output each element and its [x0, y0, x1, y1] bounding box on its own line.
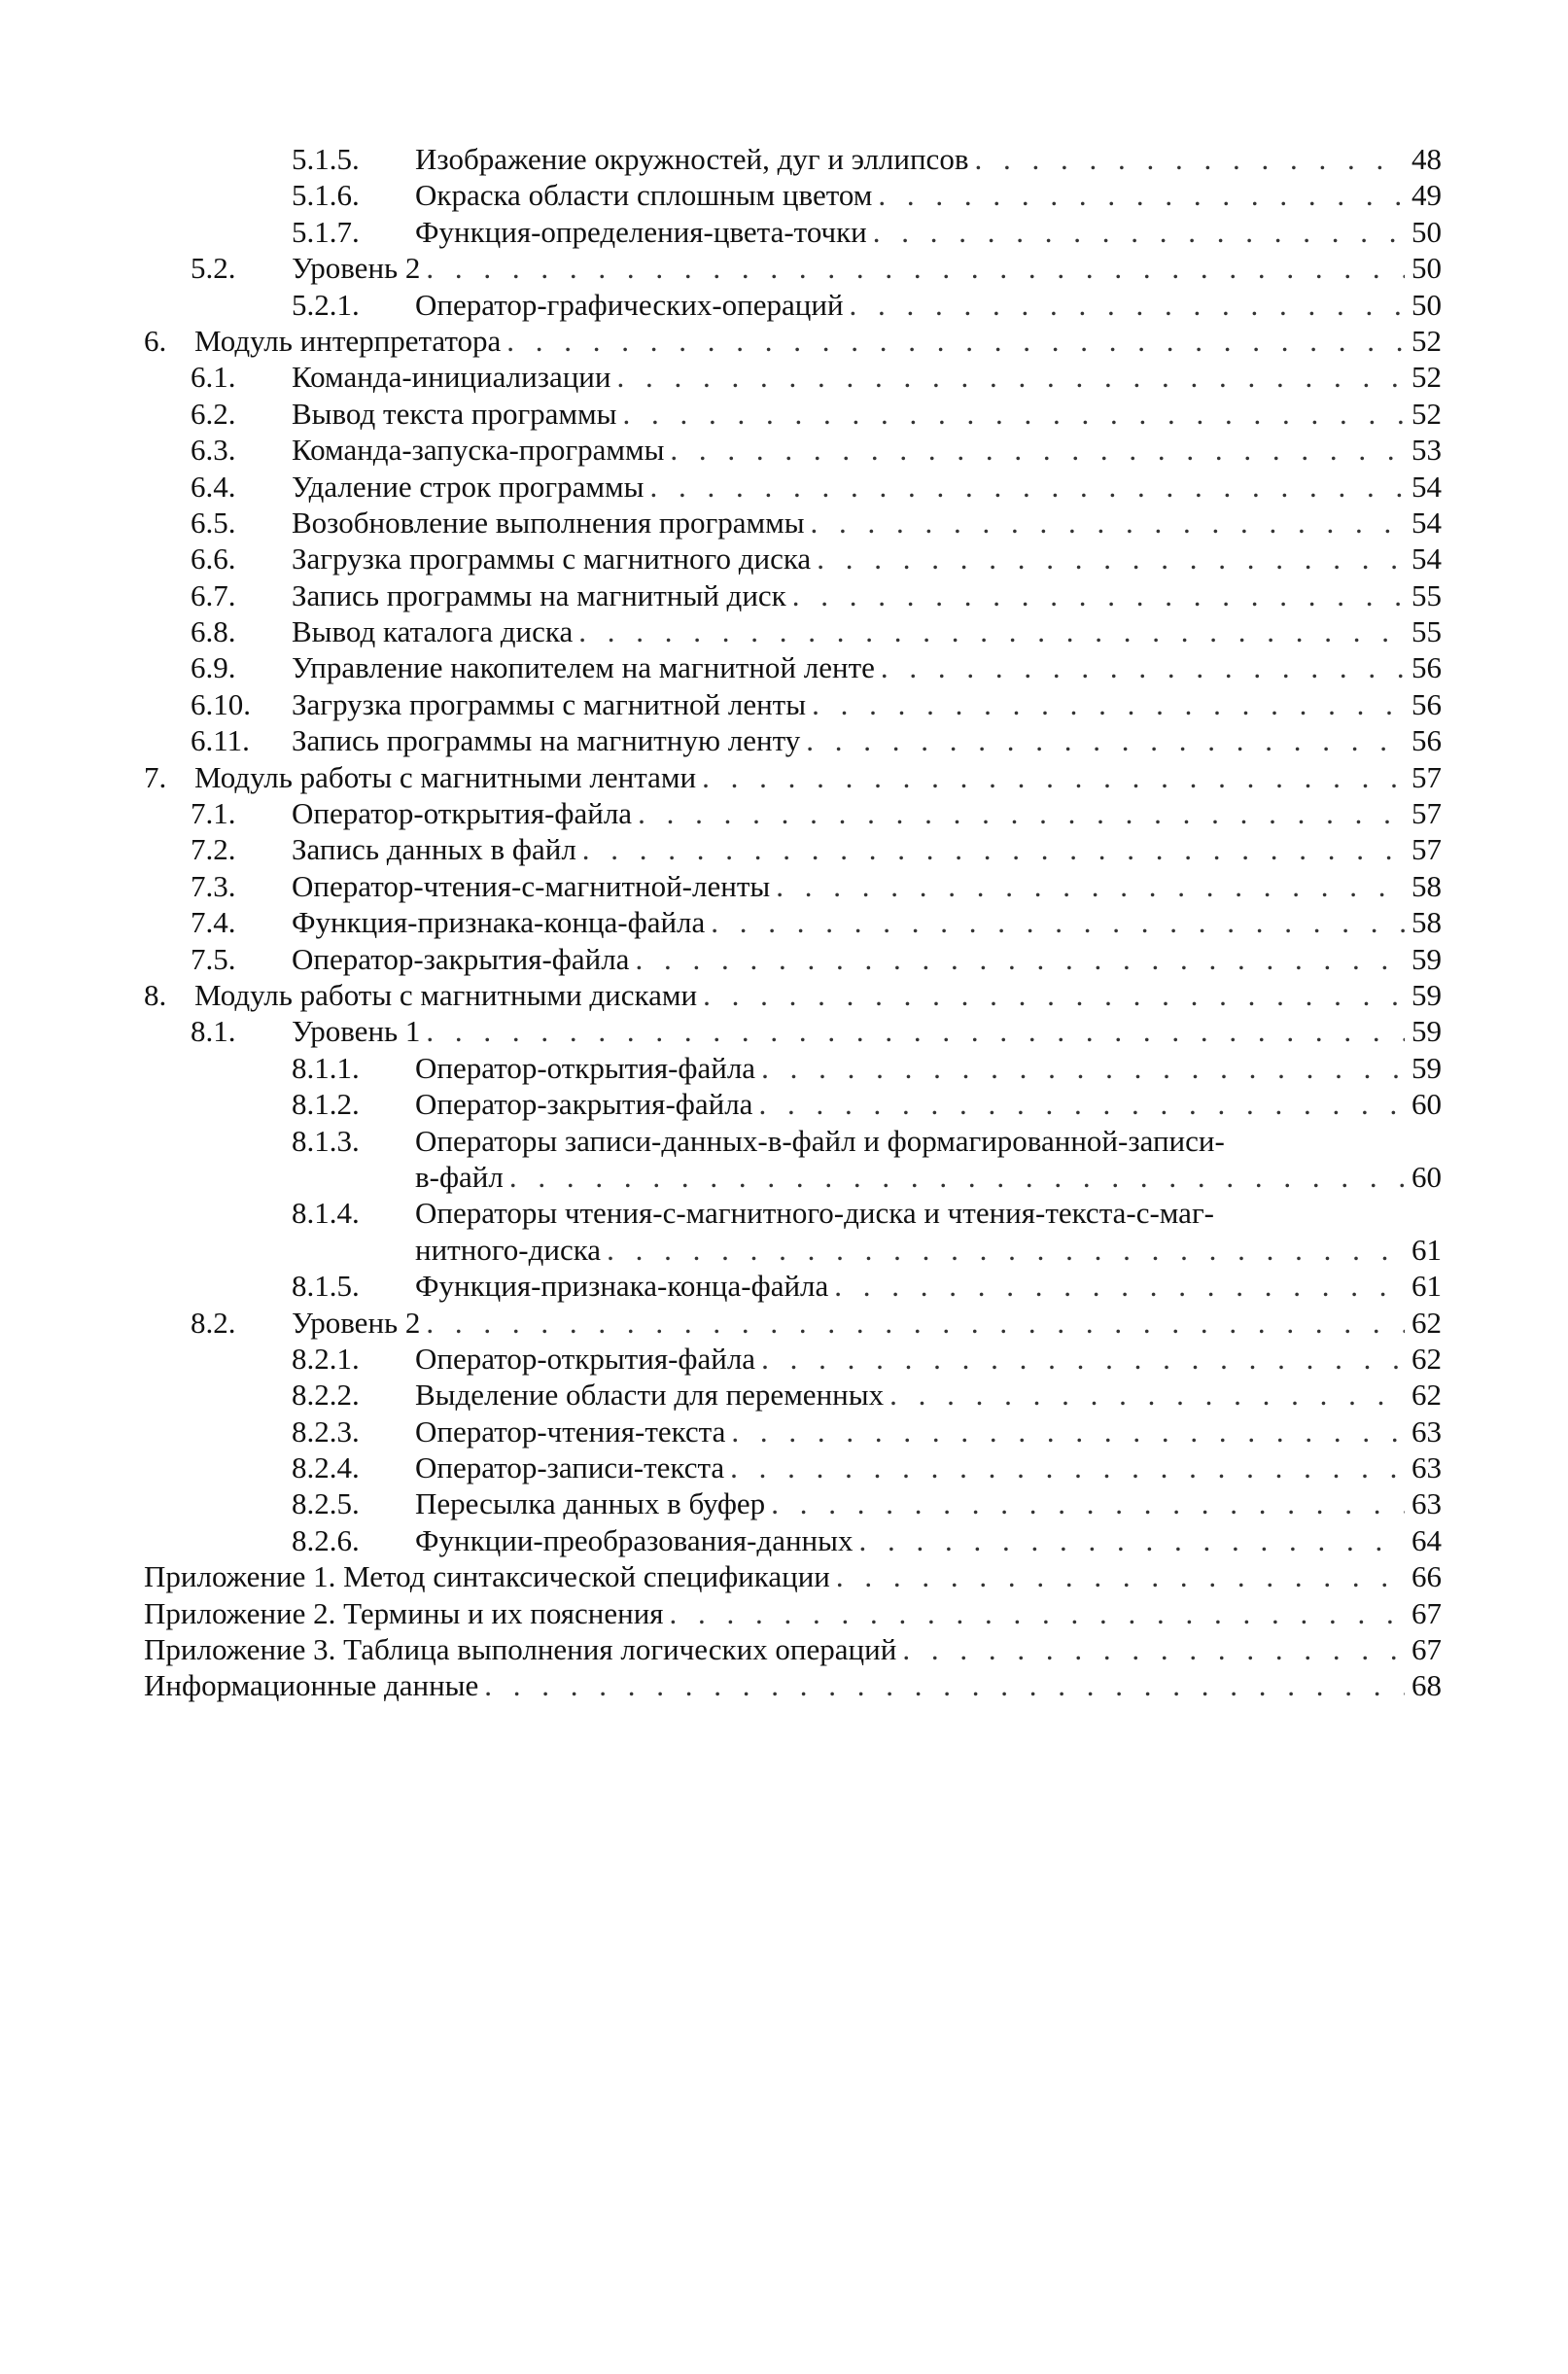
dot-leader [622, 396, 1405, 432]
entry-title: Модуль работы с магнитными лентами [194, 759, 697, 794]
entry-title: Операторы записи-данных-в-файл и формагированной-записи- [415, 1123, 1225, 1158]
dot-leader [806, 722, 1405, 758]
toc-entry-8-1-4-cont[interactable] [0, 1232, 1568, 1268]
entry-title: Управление накопителем на магнитной ленте [292, 650, 875, 685]
entry-title: Функции-преобразования-данных [415, 1522, 854, 1557]
entry-number: 7.1. [191, 796, 236, 831]
dot-leader [616, 359, 1405, 395]
dot-leader [426, 250, 1405, 286]
toc-entry-8-1-3-cont[interactable] [0, 1159, 1568, 1195]
entry-title: Пересылка данных в буфер [415, 1486, 766, 1521]
entry-title: Оператор-закрытия-файла [292, 941, 630, 976]
entry-title: Оператор-открытия-файла [292, 796, 633, 831]
toc-entry-6-8[interactable] [0, 613, 1568, 649]
entry-title: Функция-признака-конца-файла [292, 905, 706, 940]
entry-title: в-файл [415, 1159, 504, 1194]
entry-page: 54 [1411, 469, 1442, 504]
entry-title: Оператор-чтения-с-магнитной-ленты [292, 868, 771, 903]
entry-page: 53 [1411, 433, 1442, 468]
entry-page: 50 [1411, 287, 1442, 322]
entry-page: 66 [1411, 1559, 1442, 1594]
dot-leader [902, 1631, 1405, 1667]
dot-leader [889, 1377, 1405, 1413]
entry-number: 6.4. [191, 469, 236, 504]
entry-title: Уровень 2 [292, 1305, 421, 1340]
entry-page: 55 [1411, 577, 1442, 612]
toc-entry-5-1-6[interactable] [0, 177, 1568, 213]
toc-entry-6-4[interactable] [0, 469, 1568, 505]
toc-entry-appendix-1[interactable] [0, 1558, 1568, 1594]
entry-title: Команда-запуска-программы [292, 433, 665, 468]
entry-number: 6.10. [191, 686, 251, 721]
entry-number: 7.4. [191, 905, 236, 940]
toc-entry-7-3[interactable] [0, 868, 1568, 904]
toc-entry-8-2-6[interactable] [0, 1522, 1568, 1558]
dot-leader [702, 759, 1405, 795]
entry-title: Изображение окружностей, дуг и эллипсов [415, 142, 969, 176]
dot-leader [426, 1305, 1405, 1341]
dot-leader [812, 686, 1405, 722]
entry-title: Функция-определения-цвета-точки [415, 214, 867, 249]
toc-entry-8-1-4[interactable] [0, 1195, 1568, 1231]
entry-number: 6.7. [191, 577, 236, 612]
entry-title: Запись данных в файл [292, 832, 576, 867]
entry-title: Запись программы на магнитную ленту [292, 723, 801, 758]
entry-number: 8.1.4. [292, 1196, 360, 1231]
dot-leader [881, 649, 1405, 685]
toc-entry-6-7[interactable] [0, 577, 1568, 613]
entry-title: Операторы чтения-с-магнитного-диска и чтения-текста-с-маг- [415, 1196, 1214, 1231]
toc-entry-6-5[interactable] [0, 505, 1568, 541]
entry-page: 63 [1411, 1486, 1442, 1521]
entry-page: 56 [1411, 650, 1442, 685]
entry-title: Оператор-чтения-текста [415, 1414, 726, 1449]
entry-page: 55 [1411, 614, 1442, 649]
entry-title: Приложение 1. Метод синтаксической спецификации [144, 1559, 830, 1594]
toc-entry-7-1[interactable] [0, 795, 1568, 831]
entry-title: Удаление строк программы [292, 469, 645, 504]
entry-title: Информационные данные [144, 1668, 479, 1703]
entry-page: 60 [1411, 1159, 1442, 1194]
entry-page: 54 [1411, 541, 1442, 576]
entry-page: 50 [1411, 214, 1442, 249]
entry-title: Вывод текста программы [292, 396, 617, 431]
dot-leader [836, 1558, 1405, 1594]
dot-leader [670, 432, 1405, 468]
dot-leader [607, 1232, 1405, 1268]
entry-number: 6.9. [191, 650, 236, 685]
toc-entry-6-1[interactable] [0, 359, 1568, 395]
toc-entry-8-1-3[interactable] [0, 1123, 1568, 1159]
entry-page: 63 [1411, 1414, 1442, 1449]
entry-page: 49 [1411, 178, 1442, 213]
dot-leader [850, 287, 1405, 323]
toc-entry-8[interactable] [0, 977, 1568, 1013]
toc-entry-8-2-3[interactable] [0, 1414, 1568, 1449]
toc-entry-info-data[interactable] [0, 1667, 1568, 1703]
toc-entry-appendix-2[interactable] [0, 1595, 1568, 1631]
dot-leader [834, 1268, 1405, 1304]
entry-title: Возобновление выполнения программы [292, 505, 805, 540]
toc-entry-7-5[interactable] [0, 941, 1568, 977]
entry-number: 6. [144, 323, 167, 358]
entry-page: 52 [1411, 360, 1442, 395]
entry-number: 6.5. [191, 505, 236, 540]
entry-page: 57 [1411, 832, 1442, 867]
entry-page: 56 [1411, 686, 1442, 721]
entry-page: 58 [1411, 868, 1442, 903]
entry-page: 68 [1411, 1668, 1442, 1703]
toc-entry-8-1-5[interactable] [0, 1268, 1568, 1304]
entry-number: 7. [144, 759, 167, 794]
entry-number: 6.8. [191, 614, 236, 649]
entry-number: 8.2.2. [292, 1378, 360, 1413]
entry-number: 7.2. [191, 832, 236, 867]
toc-entry-8-1[interactable] [0, 1013, 1568, 1049]
table-of-contents [0, 141, 1568, 1704]
dot-leader [776, 868, 1405, 904]
entry-title: Вывод каталога диска [292, 614, 574, 649]
entry-number: 8.2.3. [292, 1414, 360, 1449]
dot-leader [731, 1414, 1405, 1449]
entry-title: Уровень 2 [292, 251, 421, 286]
entry-title: Приложение 2. Термины и их пояснения [144, 1595, 664, 1630]
entry-number: 8.1.5. [292, 1269, 360, 1304]
entry-number: 8.2.6. [292, 1522, 360, 1557]
toc-entry-7-4[interactable] [0, 904, 1568, 940]
entry-title: Загрузка программы с магнитного диска [292, 541, 812, 576]
entry-title: Команда-инициализации [292, 360, 611, 395]
entry-title: Оператор-закрытия-файла [415, 1087, 753, 1122]
dot-leader [703, 977, 1405, 1013]
entry-page: 52 [1411, 323, 1442, 358]
toc-entry-6-10[interactable] [0, 686, 1568, 722]
entry-number: 6.11. [191, 723, 250, 758]
dot-leader [758, 1086, 1405, 1122]
entry-page: 60 [1411, 1087, 1442, 1122]
entry-page: 56 [1411, 723, 1442, 758]
dot-leader [649, 469, 1405, 505]
entry-page: 59 [1411, 1050, 1442, 1085]
entry-number: 5.1.5. [292, 142, 360, 176]
dot-leader [578, 613, 1405, 649]
entry-number: 5.2. [191, 251, 236, 286]
dot-leader [638, 795, 1405, 831]
entry-page: 61 [1411, 1269, 1442, 1304]
toc-entry-8-2-4[interactable] [0, 1449, 1568, 1485]
dot-leader [670, 1595, 1405, 1631]
dot-leader [730, 1449, 1405, 1485]
dot-leader [858, 1522, 1405, 1558]
entry-page: 62 [1411, 1305, 1442, 1340]
entry-number: 8.2.1. [292, 1341, 360, 1376]
entry-page: 58 [1411, 905, 1442, 940]
entry-page: 50 [1411, 251, 1442, 286]
entry-page: 57 [1411, 796, 1442, 831]
entry-page: 59 [1411, 977, 1442, 1012]
entry-number: 6.3. [191, 433, 236, 468]
entry-title: Приложение 3. Таблица выполнения логических операций [144, 1632, 897, 1667]
entry-number: 7.5. [191, 941, 236, 976]
toc-entry-6[interactable] [0, 323, 1568, 359]
entry-number: 7.3. [191, 868, 236, 903]
dot-leader [484, 1667, 1405, 1703]
entry-number: 5.1.7. [292, 214, 360, 249]
toc-entry-appendix-3[interactable] [0, 1631, 1568, 1667]
toc-entry-8-1-1[interactable] [0, 1050, 1568, 1086]
dot-leader [811, 505, 1405, 541]
entry-number: 8.1.1. [292, 1050, 360, 1085]
entry-page: 67 [1411, 1595, 1442, 1630]
dot-leader [771, 1485, 1405, 1521]
toc-entry-5-1-5[interactable] [0, 141, 1568, 177]
toc-entry-5-1-7[interactable] [0, 214, 1568, 250]
entry-number: 8.1.3. [292, 1123, 360, 1158]
dot-leader [761, 1050, 1405, 1086]
entry-page: 67 [1411, 1632, 1442, 1667]
dot-leader [711, 904, 1405, 940]
entry-title: Загрузка программы с магнитной ленты [292, 686, 807, 721]
entry-number: 8.2.4. [292, 1450, 360, 1485]
entry-number: 8.1. [191, 1014, 236, 1049]
toc-entry-8-2-2[interactable] [0, 1377, 1568, 1413]
entry-page: 61 [1411, 1232, 1442, 1267]
entry-title: Оператор-записи-текста [415, 1450, 725, 1485]
entry-number: 6.2. [191, 396, 236, 431]
dot-leader [817, 541, 1405, 576]
entry-title: Запись программы на магнитный диск [292, 577, 786, 612]
entry-title: нитного-диска [415, 1232, 602, 1267]
entry-page: 52 [1411, 396, 1442, 431]
toc-entry-5-2[interactable] [0, 250, 1568, 286]
dot-leader [426, 1013, 1405, 1049]
dot-leader [761, 1341, 1405, 1377]
entry-title: Выделение области для переменных [415, 1378, 885, 1413]
entry-number: 8.1.2. [292, 1087, 360, 1122]
entry-page: 63 [1411, 1450, 1442, 1485]
toc-entry-6-11[interactable] [0, 722, 1568, 758]
dot-leader [635, 941, 1405, 977]
entry-title: Окраска области сплошным цветом [415, 178, 873, 213]
dot-leader [974, 141, 1405, 177]
entry-title: Оператор-графических-операций [415, 287, 844, 322]
entry-page: 62 [1411, 1378, 1442, 1413]
toc-entry-8-2-1[interactable] [0, 1341, 1568, 1377]
entry-title: Модуль работы с магнитными дисками [194, 977, 698, 1012]
dot-leader [506, 323, 1405, 359]
toc-entry-8-2[interactable] [0, 1305, 1568, 1341]
entry-page: 59 [1411, 941, 1442, 976]
entry-title: Уровень 1 [292, 1014, 421, 1049]
toc-entry-7-2[interactable] [0, 831, 1568, 867]
toc-entry-8-2-5[interactable] [0, 1485, 1568, 1521]
toc-entry-6-3[interactable] [0, 432, 1568, 468]
toc-entry-6-9[interactable] [0, 649, 1568, 685]
entry-page: 59 [1411, 1014, 1442, 1049]
dot-leader [873, 214, 1405, 250]
toc-entry-8-1-2[interactable] [0, 1086, 1568, 1122]
entry-page: 48 [1411, 142, 1442, 176]
toc-entry-7[interactable] [0, 759, 1568, 795]
toc-entry-5-2-1[interactable] [0, 287, 1568, 323]
entry-title: Оператор-открытия-файла [415, 1050, 756, 1085]
entry-number: 8.2.5. [292, 1486, 360, 1521]
dot-leader [509, 1159, 1405, 1195]
entry-number: 8. [144, 977, 167, 1012]
entry-title: Оператор-открытия-файла [415, 1341, 756, 1376]
entry-title: Модуль интерпретатора [194, 323, 502, 358]
dot-leader [878, 177, 1405, 213]
dot-leader [792, 577, 1405, 613]
entry-page: 62 [1411, 1341, 1442, 1376]
entry-number: 8.2. [191, 1305, 236, 1340]
dot-leader [582, 831, 1405, 867]
entry-page: 54 [1411, 505, 1442, 540]
toc-entry-6-2[interactable] [0, 396, 1568, 432]
toc-entry-6-6[interactable] [0, 541, 1568, 576]
entry-number: 5.1.6. [292, 178, 360, 213]
entry-page: 57 [1411, 759, 1442, 794]
entry-number: 6.1. [191, 360, 236, 395]
entry-page: 64 [1411, 1522, 1442, 1557]
entry-title: Функция-признака-конца-файла [415, 1269, 829, 1304]
entry-number: 5.2.1. [292, 287, 360, 322]
entry-number: 6.6. [191, 541, 236, 576]
